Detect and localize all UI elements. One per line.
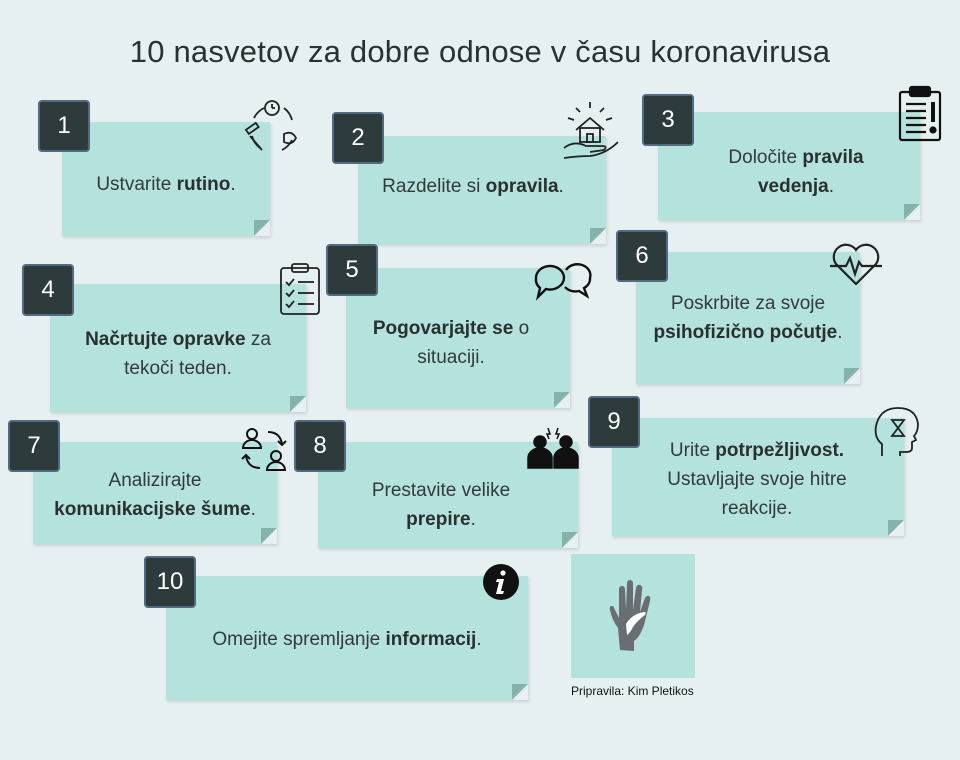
tip-text-bold: Načrtujte opravke	[85, 329, 246, 350]
tip-text-plain: za	[245, 329, 271, 350]
house-in-hand-icon	[558, 100, 622, 162]
tip-text-bold: potrpežljivost.	[715, 440, 845, 461]
tip-text-bold: komunikacijske šume	[54, 499, 251, 520]
checklist-icon	[278, 262, 322, 316]
tip-text	[672, 143, 920, 201]
tip-text-plain: .	[828, 176, 835, 197]
people-exchange-icon	[238, 424, 290, 476]
tip-number-badge: 6	[616, 230, 668, 282]
tip-text-bold: rutino	[176, 174, 231, 195]
tip-text-plain: Ustvarite	[96, 174, 177, 195]
tip-text-bold: vedenja	[757, 176, 829, 197]
tip-text-bold: Pogovarjajte se	[372, 318, 514, 339]
tip-text-plain: Analizirajte	[108, 470, 202, 491]
tip-text-bold: prepire	[406, 509, 471, 530]
head-hourglass-icon	[874, 404, 920, 458]
tip-text	[636, 289, 860, 347]
tip-text-plain: situaciji.	[417, 347, 485, 368]
info-icon	[482, 563, 520, 601]
tip-number-badge: 1	[38, 100, 90, 152]
tip-number-badge: 10	[144, 556, 196, 608]
helping-hand-icon	[606, 580, 658, 652]
tip-text-plain: Omejite spremljanje	[212, 629, 386, 650]
tip-number-badge: 7	[8, 420, 60, 472]
tip-text-plain: Urite	[669, 440, 716, 461]
clipboard-rules-icon	[896, 84, 944, 142]
author-credit: Pripravila: Kim Pletikos	[571, 684, 694, 698]
heartbeat-icon	[828, 242, 884, 288]
tip-text	[346, 314, 556, 372]
tip-text-plain: o	[513, 318, 530, 339]
tip-text-plain: reakcije.	[721, 498, 793, 519]
tip-text-plain: Določite	[728, 147, 803, 168]
page-title: 10 nasvetov za dobre odnose v času koronavirusa	[129, 34, 831, 69]
tip-text-bold: psihofizično počutje	[653, 322, 838, 343]
arguing-people-icon	[526, 426, 580, 470]
tip-text	[50, 325, 306, 383]
tip-text-plain: Ustavljajte svoje hitre	[667, 469, 847, 490]
tip-number-badge: 2	[332, 112, 384, 164]
tip-text-plain: Poskrbite za svoje	[670, 293, 826, 314]
tip-text-bold: opravila	[485, 176, 559, 197]
tip-number-badge: 9	[588, 396, 640, 448]
tip-text-plain: .	[558, 176, 564, 197]
tip-text	[318, 476, 564, 534]
tip-text-plain: Razdelite si	[382, 176, 486, 197]
routine-cycle-icon	[240, 96, 304, 160]
tip-number-badge: 4	[22, 264, 74, 316]
tip-text-plain: tekoči teden.	[124, 358, 232, 379]
tip-text-plain: Prestavite velike	[371, 480, 511, 501]
tip-number-badge: 3	[642, 94, 694, 146]
tip-text-bold: informacij	[385, 629, 477, 650]
tip-text	[632, 436, 882, 523]
tip-text	[170, 625, 524, 654]
tip-number-badge: 5	[326, 244, 378, 296]
tip-number-badge: 8	[294, 420, 346, 472]
speech-bubbles-icon	[532, 262, 594, 304]
tip-text-plain: .	[250, 499, 256, 520]
tip-text-plain: .	[837, 322, 843, 343]
tip-text-plain: .	[470, 509, 476, 530]
tip-text-plain: .	[476, 629, 482, 650]
tip-text-bold: pravila	[802, 147, 864, 168]
tip-text	[358, 172, 588, 201]
tip-text	[62, 170, 270, 199]
tip-text-plain: .	[230, 174, 236, 195]
